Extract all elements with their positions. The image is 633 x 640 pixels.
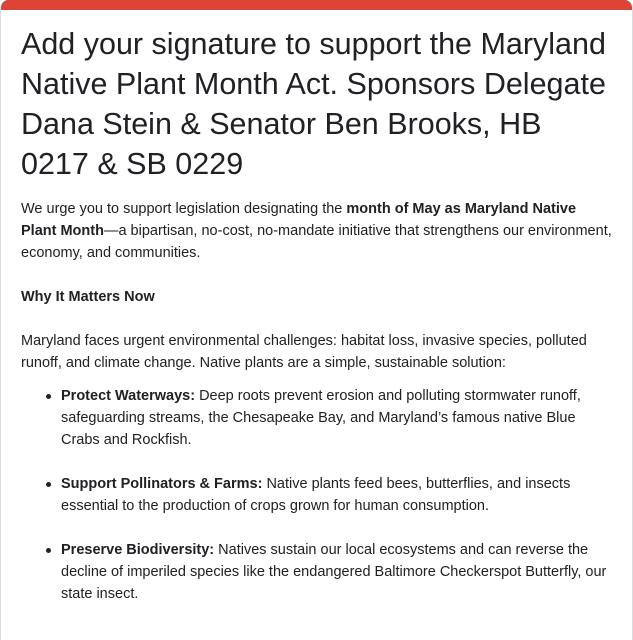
list-item-title: Protect Waterways:: [61, 388, 196, 404]
list-item-title: Preserve Biodiversity:: [61, 542, 215, 558]
section-heading: Why It Matters Now: [21, 289, 155, 305]
list-item: [61, 473, 615, 517]
benefits-list: [21, 385, 615, 605]
spacer: [21, 264, 615, 286]
intro-text-bold: month of May as Maryland Native Plant Month: [21, 201, 577, 239]
form-title: Add your signature to support the Maryland Native Plant Month Act. Sponsors Delegate Dana Stein & Senator Ben Brooks, HB 0217 & SB 0229: [21, 27, 606, 181]
list-item: [61, 385, 615, 451]
spacer: [21, 308, 615, 330]
intro-text-before: We urge you to support legislation designating the: [21, 201, 347, 217]
form-description: [21, 198, 615, 605]
section-paragraph: Maryland faces urgent environmental challenges: habitat loss, invasive species, polluted runoff, and climate change. Native plants are a simple, sustainable solution:: [21, 333, 587, 371]
list-item-text: Native plants feed bees, butterflies, and insects essential to the production of crops grown for human consumption.: [61, 476, 571, 514]
bullet-icon: [46, 394, 51, 399]
intro-text-after: —a bipartisan, no-cost, no-mandate initiative that strengthens our environment, economy, and communities.: [21, 223, 612, 261]
bullet-icon: [46, 548, 51, 553]
list-item-text: Deep roots prevent erosion and polluting stormwater runoff, safeguarding streams, the Chesapeake Bay, and Maryland’s famous native Blue Crabs and Rockfish.: [61, 388, 581, 448]
list-item-title: Support Pollinators & Farms:: [61, 476, 263, 492]
spacer: [61, 517, 615, 539]
list-item: [61, 539, 615, 605]
form-header-content: [21, 24, 615, 605]
list-item-text: Natives sustain our local ecosystems and can reverse the decline of imperiled species like the endangered Baltimore Checkerspot Butterfly, our state insect.: [61, 542, 607, 602]
spacer: [21, 374, 615, 385]
form-accent-bar: [1, 0, 632, 10]
intro-paragraph: [21, 198, 615, 264]
spacer: [61, 451, 615, 473]
bullet-icon: [46, 482, 51, 487]
